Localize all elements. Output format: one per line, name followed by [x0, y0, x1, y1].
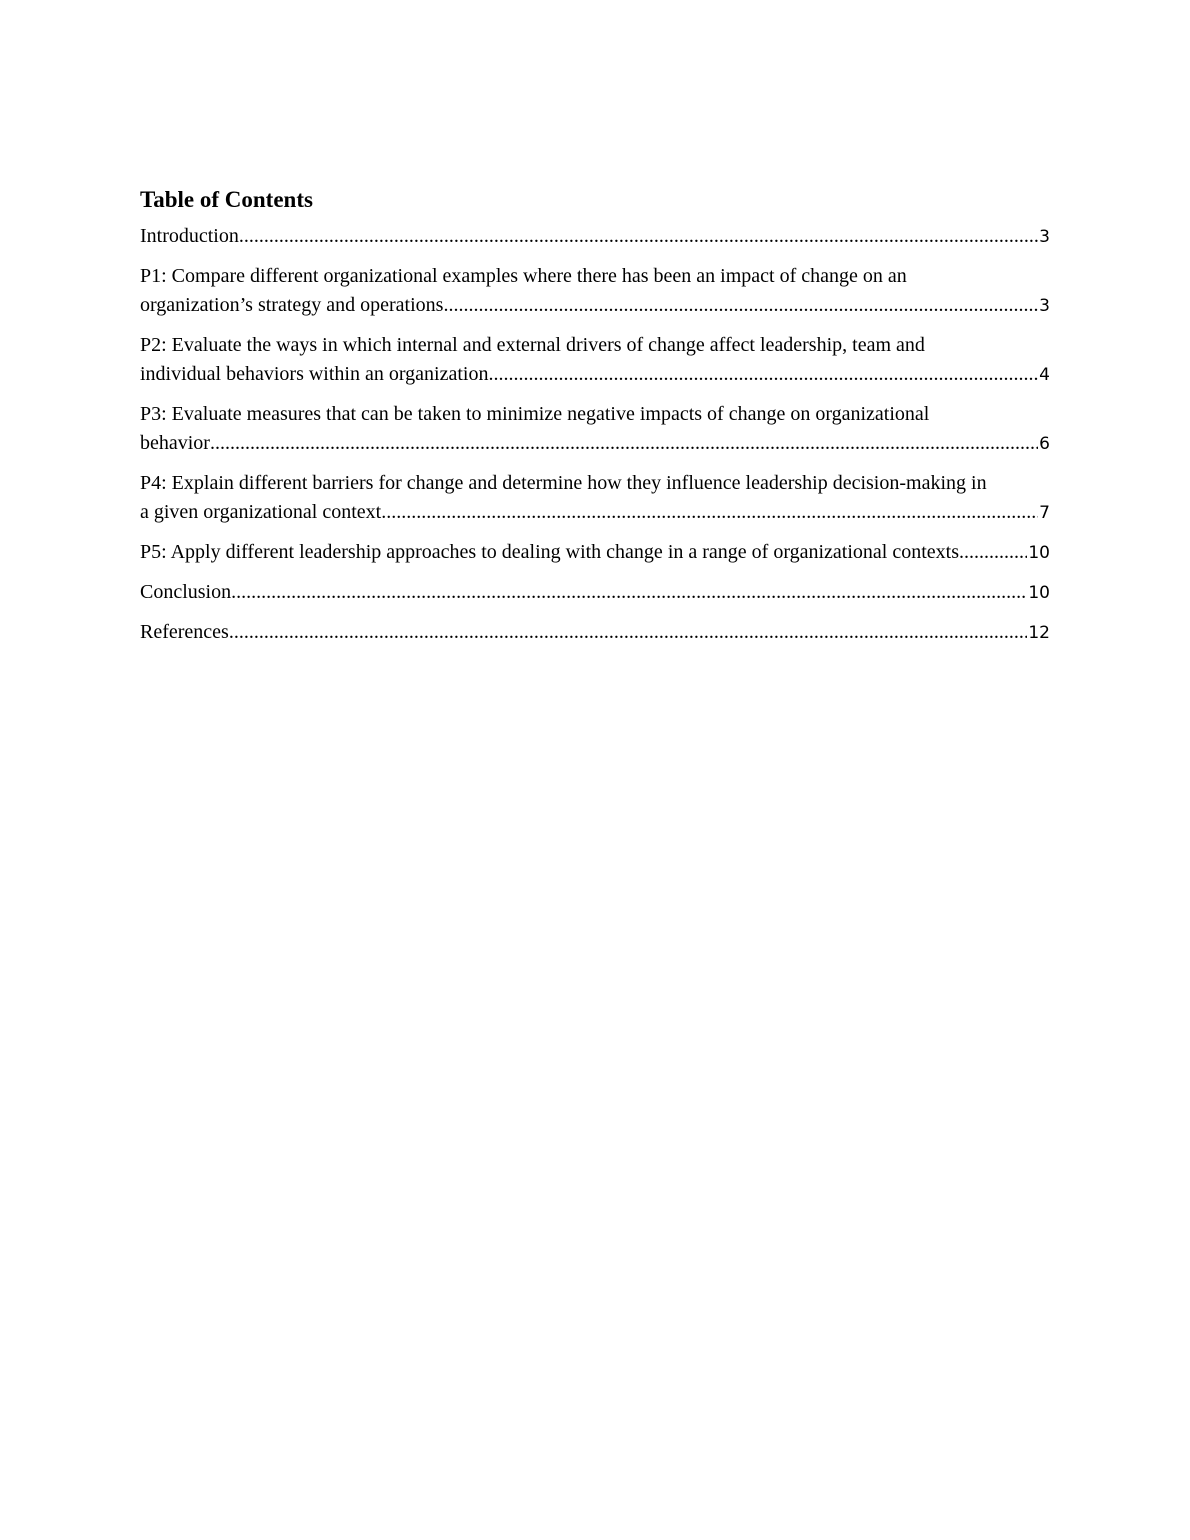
dot-leader — [210, 429, 1038, 458]
toc-entry-p5[interactable] — [140, 538, 1050, 568]
toc-entry-text-line1: P3: Evaluate measures that can be taken to minimize negative impacts of change on organizational — [140, 403, 930, 425]
dot-leader — [231, 578, 1027, 607]
toc-entry-text: References — [140, 621, 229, 643]
toc-entry-text: a given organizational context — [140, 501, 382, 523]
dot-leader — [443, 291, 1038, 320]
toc-entry-text: organization’s strategy and operations — [140, 294, 444, 316]
toc-entry-references[interactable] — [140, 618, 1050, 648]
table-of-contents — [140, 184, 1050, 658]
toc-page-number: 3 — [1039, 227, 1050, 247]
toc-page-number: 10 — [1028, 583, 1050, 603]
dot-leader — [493, 360, 1038, 389]
dot-leader — [959, 538, 1027, 567]
toc-entry-text-line1: P2: Evaluate the ways in which internal and external drivers of change affect leadership, team and — [140, 334, 925, 356]
toc-entry-p3[interactable] — [140, 400, 1050, 459]
toc-title: Table of Contents — [140, 187, 313, 212]
toc-page-number: 6 — [1039, 434, 1050, 454]
toc-entry-p4[interactable] — [140, 469, 1050, 528]
dot-leader — [381, 498, 1038, 527]
toc-entry-text: Conclusion — [140, 581, 232, 603]
toc-page-number: 3 — [1039, 296, 1050, 316]
toc-page-number: 12 — [1028, 623, 1050, 643]
toc-entry-text-line1: P4: Explain different barriers for change and determine how they influence leadership decision-making in — [140, 472, 987, 494]
toc-entry-text-line1: P1: Compare different organizational examples where there has been an impact of change on an — [140, 265, 907, 287]
dot-leader — [239, 222, 1038, 251]
toc-entry-text: P5: Apply different leadership approaches to dealing with change in a range of organizational contexts — [140, 541, 960, 563]
toc-entry-text: Introduction — [140, 225, 239, 247]
toc-page-number: 7 — [1039, 503, 1050, 523]
toc-page-number: 4 — [1039, 365, 1050, 385]
toc-page-number: 10 — [1028, 543, 1050, 563]
dot-leader — [229, 618, 1028, 647]
toc-entry-conclusion[interactable] — [140, 578, 1050, 608]
toc-entry-p2[interactable] — [140, 331, 1050, 390]
toc-entry-introduction[interactable] — [140, 222, 1050, 252]
toc-entry-text: behavior — [140, 432, 210, 454]
toc-entry-text: individual behaviors within an organization. — [140, 363, 494, 385]
toc-entry-p1[interactable] — [140, 262, 1050, 321]
